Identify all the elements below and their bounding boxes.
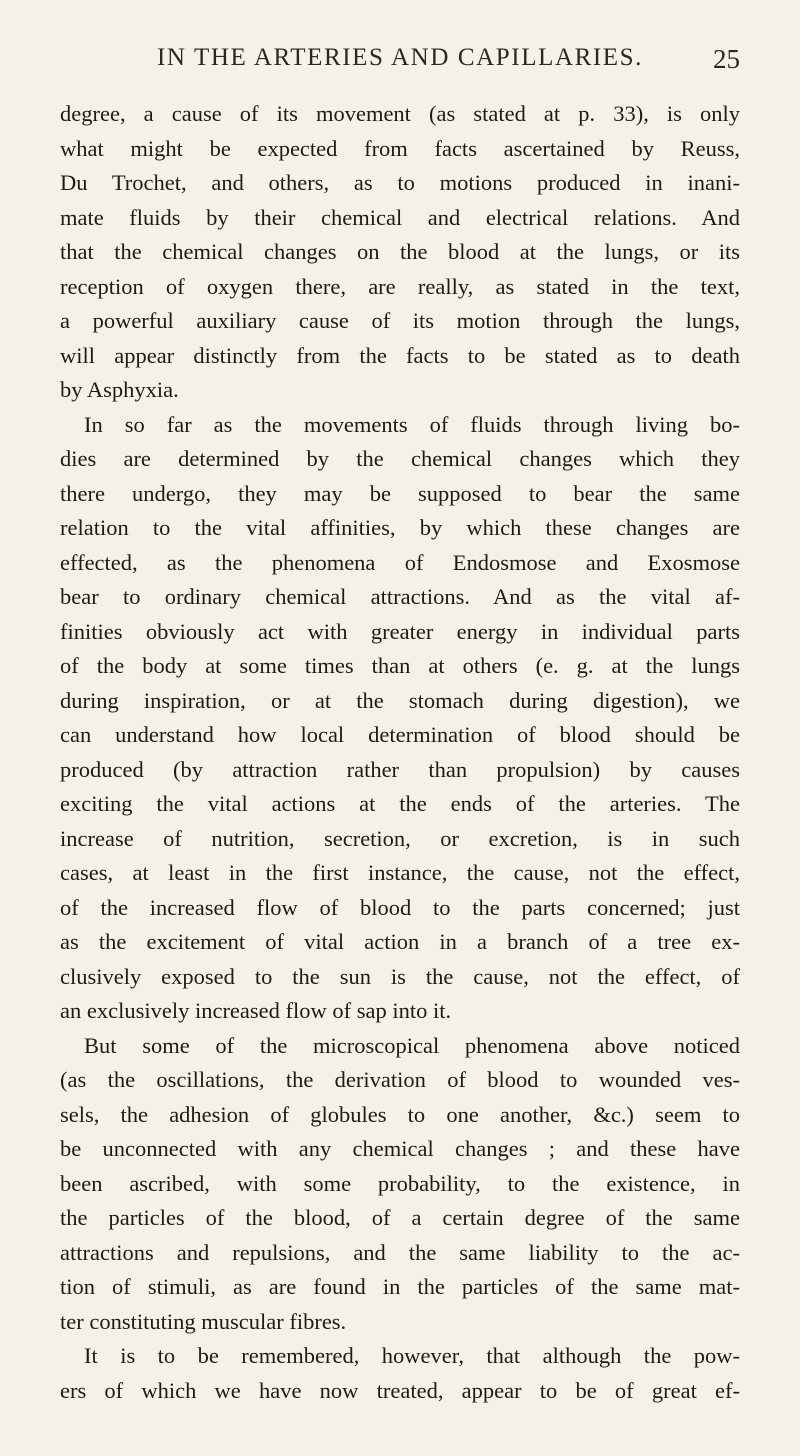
text-line: tion of stimuli, as are found in the particles of the same mat- (60, 1274, 740, 1299)
text-line: degree, a cause of its movement (as stated at p. 33), is only (60, 101, 740, 126)
text-line: clusively exposed to the sun is the cause, not the effect, of (60, 963, 740, 989)
text-line: been ascribed, with some probability, to the existence, in (60, 1170, 740, 1196)
text-line: as the excitement of vital action in a branch of a tree ex- (60, 929, 740, 954)
text-line: a powerful auxiliary cause of its motion through the lungs, (60, 308, 740, 333)
text-line: produced (by attraction rather than propulsion) by causes (60, 756, 740, 782)
text-line: the particles of the blood, of a certain degree of the same (60, 1205, 740, 1230)
text-line: effected, as the phenomena of Endosmose and Exosmose (60, 549, 740, 575)
text-line: of the increased flow of blood to the parts concerned; just (60, 894, 740, 920)
text-line: exciting the vital actions at the ends of the arteries. The (60, 791, 740, 816)
text-line: cases, at least in the first instance, the cause, not the effect, (60, 860, 740, 885)
paragraph-start: It is to be remembered, however, that although the pow- (84, 1343, 740, 1368)
text-line: sels, the adhesion of globules to one another, &c.) seem to (60, 1101, 740, 1127)
text-line: finities obviously act with greater energy in individual parts (60, 618, 740, 644)
text-line: relation to the vital affinities, by which these changes are (60, 515, 740, 540)
body-text (60, 97, 740, 1408)
text-line: attractions and repulsions, and the same liability to the ac- (60, 1239, 740, 1265)
paragraph-start: In so far as the movements of fluids through living bo- (84, 411, 740, 437)
text-line: be unconnected with any chemical changes ; and these have (60, 1136, 740, 1161)
page-header (0, 44, 800, 84)
text-line: of the body at some times than at others (e. g. at the lungs (60, 653, 740, 678)
text-line: there undergo, they may be supposed to bear the same (60, 480, 740, 506)
text-line: that the chemical changes on the blood at the lungs, or its (60, 239, 740, 264)
text-line: Du Trochet, and others, as to motions produced in inani- (60, 170, 740, 195)
running-head: IN THE ARTERIES AND CAPILLARIES. (156, 44, 644, 71)
text-line: by Asphyxia. (60, 377, 179, 402)
page-number: 25 (713, 44, 740, 74)
text-line: ter constituting muscular fibres. (60, 1308, 347, 1334)
text-line: (as the oscillations, the derivation of blood to wounded ves- (60, 1067, 740, 1092)
text-line: what might be expected from facts ascertained by Reuss, (60, 135, 740, 161)
text-line: dies are determined by the chemical changes which they (60, 446, 740, 471)
text-line: during inspiration, or at the stomach during digestion), we (60, 687, 740, 713)
text-line: an exclusively increased flow of sap into it. (60, 998, 452, 1023)
text-line: mate fluids by their chemical and electrical relations. And (60, 204, 740, 230)
text-line: increase of nutrition, secretion, or excretion, is in such (60, 825, 740, 851)
text-line: will appear distinctly from the facts to be stated as to death (60, 342, 740, 368)
text-line: can understand how local determination of blood should be (60, 722, 740, 747)
paragraph-start: But some of the microscopical phenomena above noticed (84, 1032, 740, 1058)
text-line: bear to ordinary chemical attractions. And as the vital af- (60, 584, 740, 609)
text-line: reception of oxygen there, are really, as stated in the text, (60, 273, 740, 299)
text-line: ers of which we have now treated, appear to be of great ef- (60, 1377, 740, 1403)
